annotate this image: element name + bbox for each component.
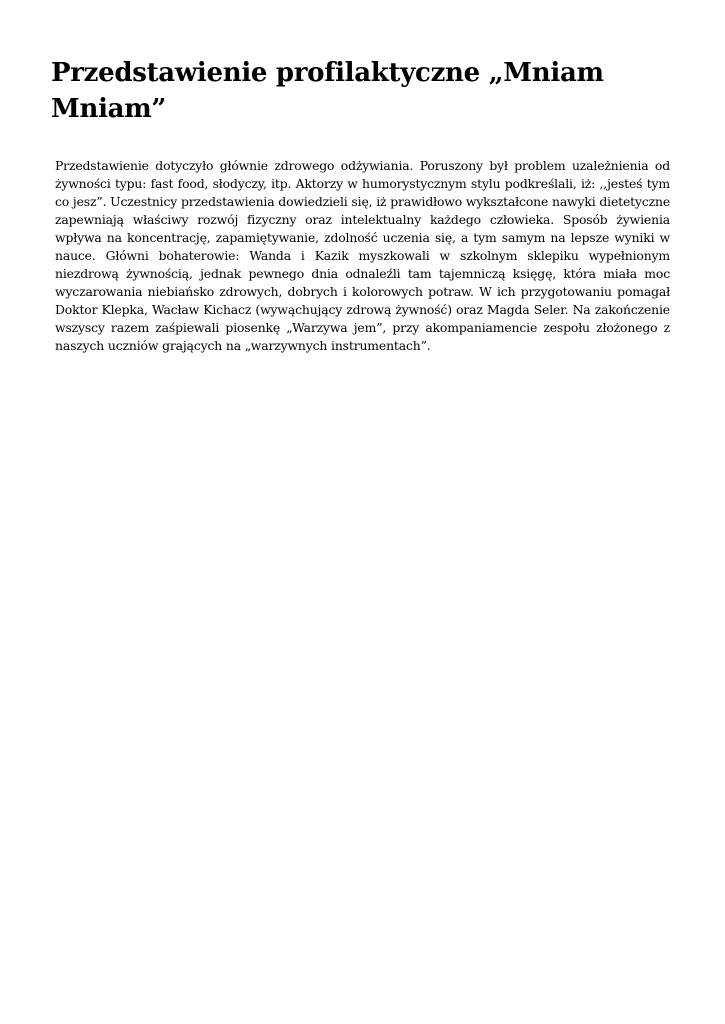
article-body: Przedstawienie dotyczyło głównie zdrowego odżywiania. Poruszony był problem uzależnienia od żywności typu: fast food, słodyczy, itp. Aktorzy w humorystycznym stylu podkreślali, iż: ,,jesteś tym co jesz”. Uczestnicy przedstawienia dowiedzieli się, iż prawidłowo wykształcone nawyki dietetyczne zapewniają właściwy rozwój fizyczny oraz intelektualny każdego człowieka. Sposób żywienia wpływa na koncentrację, zapamiętywanie, zdolność uczenia się, a tym samym na lepsze wyniki w nauce. Główni bohaterowie: Wanda i Kazik myszkowali w szkolnym sklepiku wypełnionym niezdrową żywnością, jednak pewnego dnia odnaleźli tam tajemniczą księgę, która miała moc wyczarowania niebiańsko zdrowych, dobrych i kolorowych potraw. W ich przygotowaniu pomagał Doktor Klepka, Wacław Kichacz (wywąchujący zdrową żywność) oraz Magda Seler. Na zakończenie wszyscy razem zaśpiewali piosenkę „Warzywa jem”, przy akompaniamencie zespołu złożonego z naszych uczniów grających na „warzywnych instrumentach”. bbox=[55, 158, 670, 353]
article-title: Przedstawienie profilaktyczne „Mniam Mniam” bbox=[51, 58, 604, 124]
